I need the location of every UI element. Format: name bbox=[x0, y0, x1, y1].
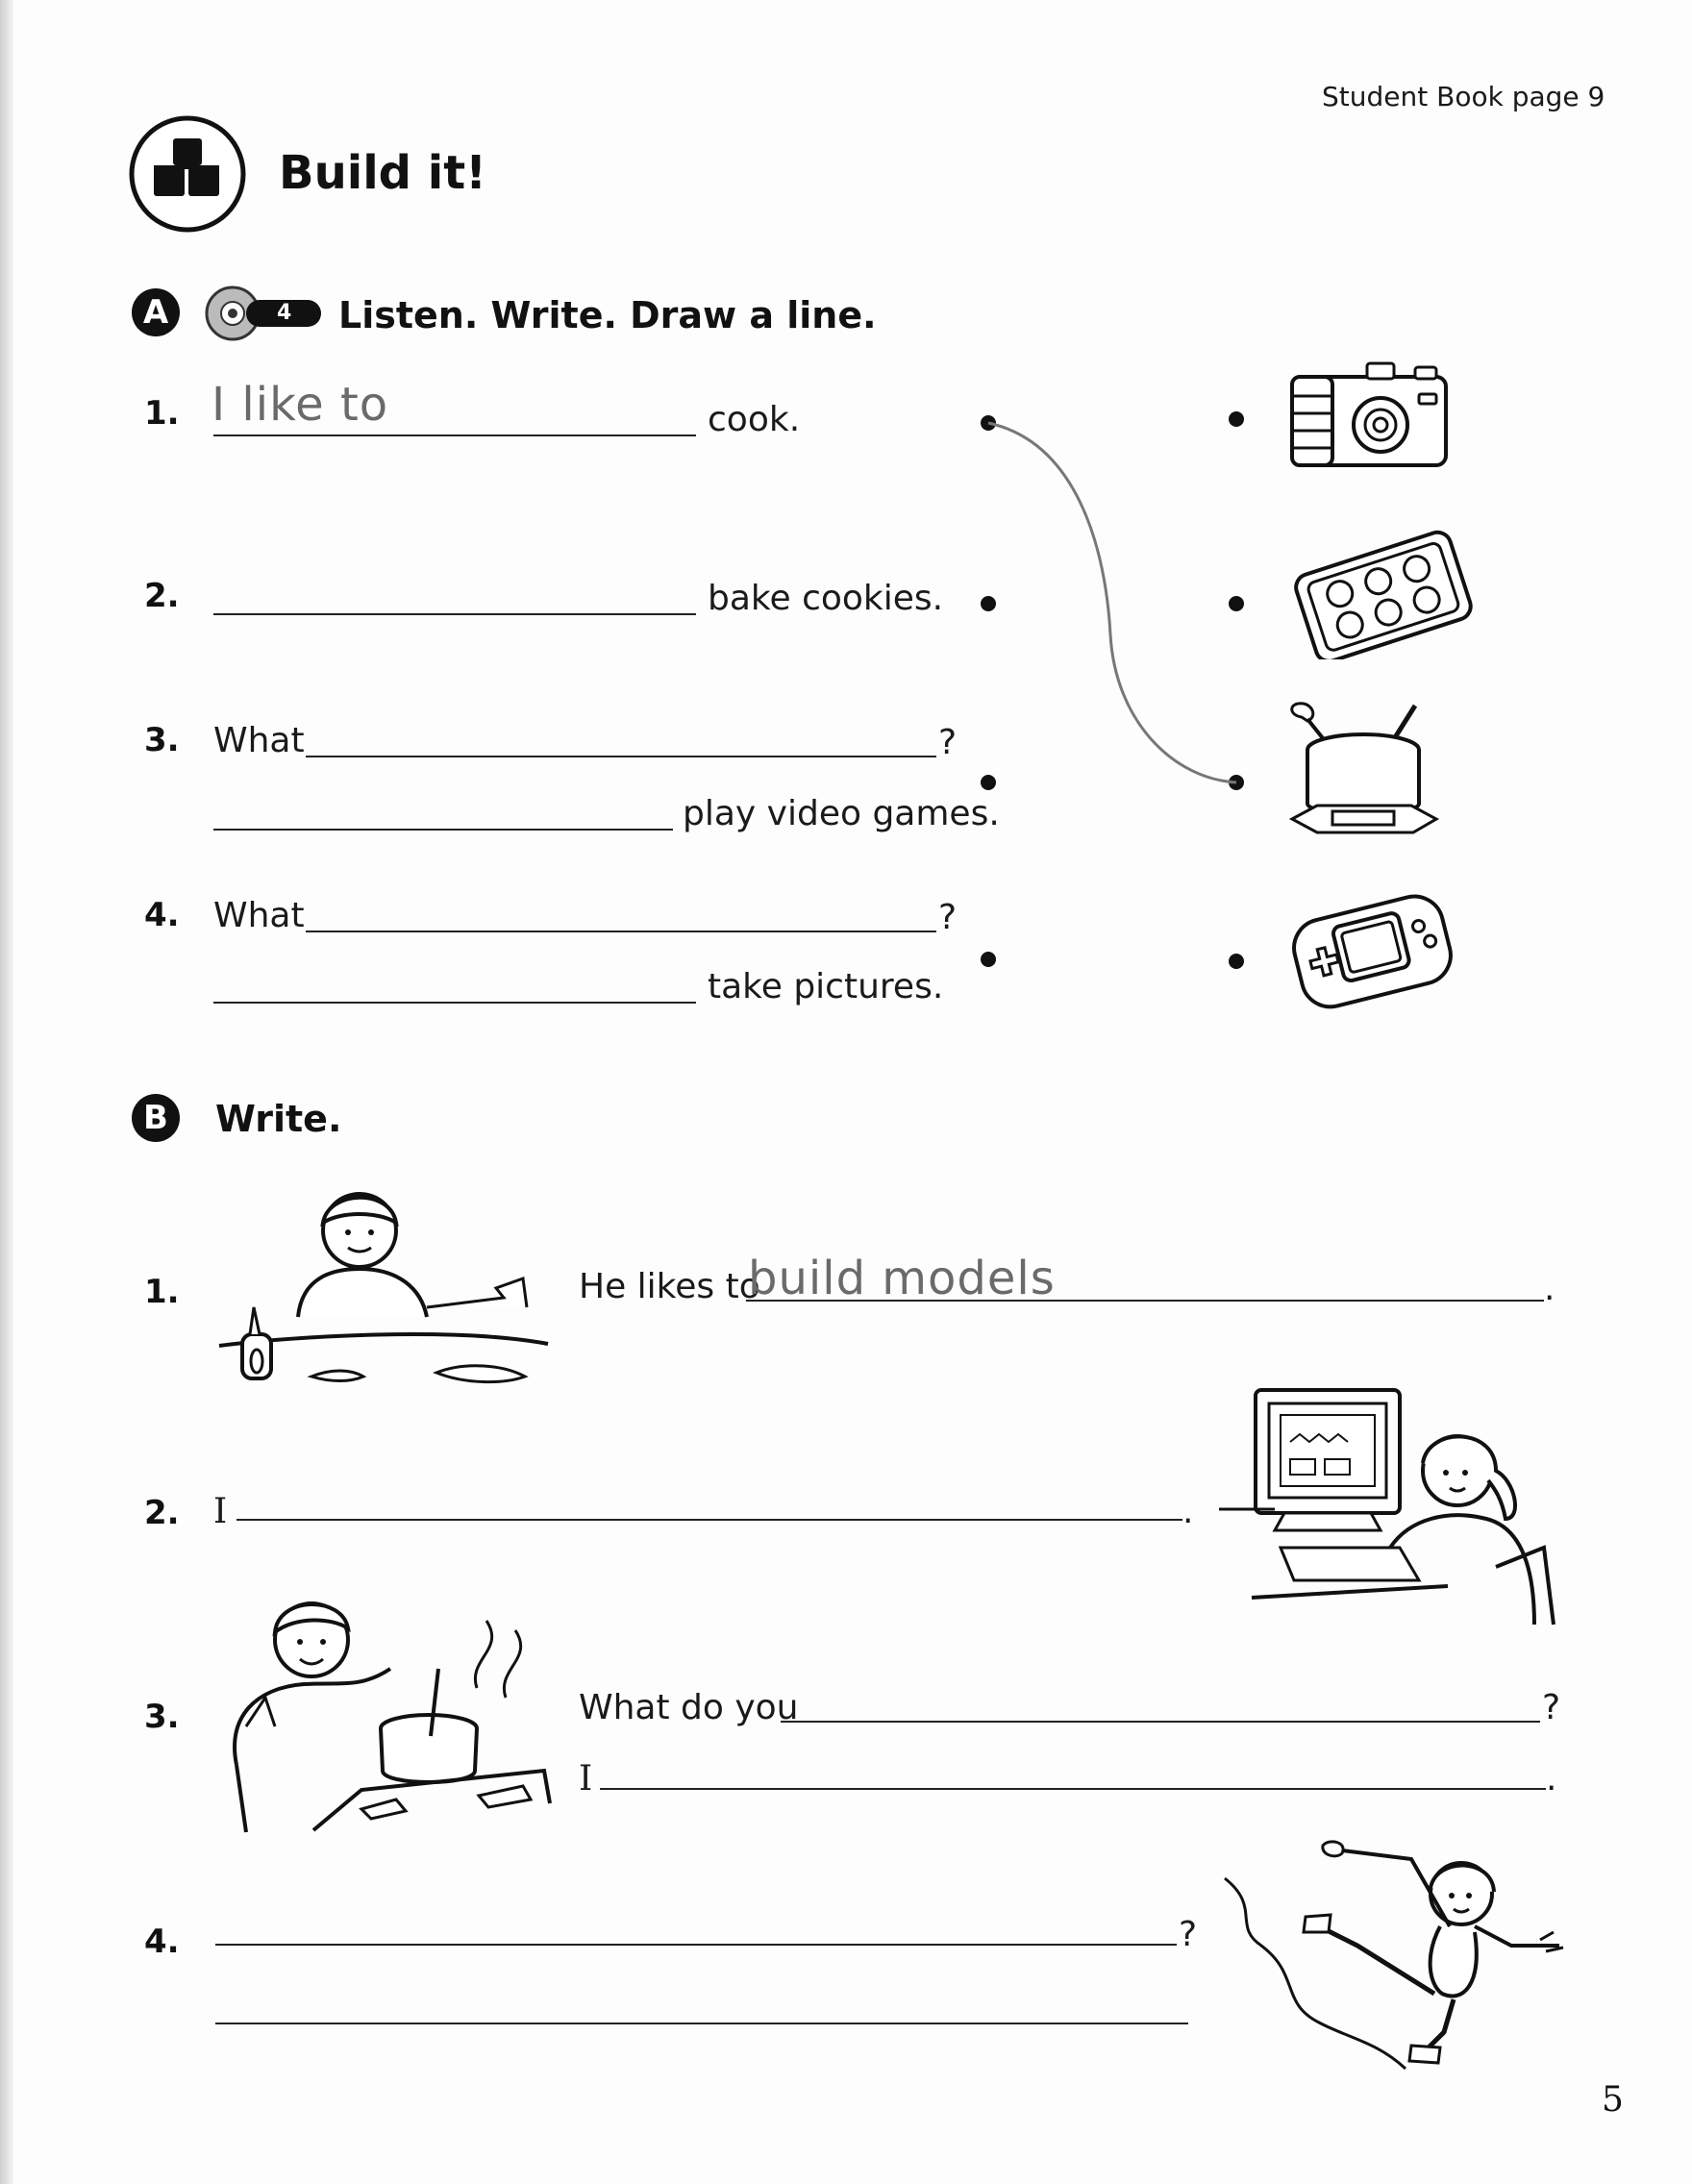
a-item-4-answer-blank[interactable] bbox=[213, 1002, 696, 1004]
a-item-4-q-mark: ? bbox=[938, 898, 958, 937]
b-item-3-end: . bbox=[1546, 1759, 1557, 1799]
girl-at-computer-icon bbox=[1217, 1384, 1563, 1628]
b-item-1-end: . bbox=[1544, 1269, 1555, 1308]
a-item-1-answer: I like to bbox=[212, 378, 389, 432]
a-item-4-question-blank[interactable] bbox=[306, 931, 936, 932]
a-item-2-blank[interactable] bbox=[213, 613, 696, 615]
right-dot-4[interactable] bbox=[1229, 954, 1244, 969]
student-book-reference: Student Book page 9 bbox=[1322, 81, 1605, 112]
b-item-1-number: 1. bbox=[144, 1273, 180, 1311]
a-item-3-question-blank[interactable] bbox=[306, 756, 936, 757]
b-item-3-lead: What do you bbox=[579, 1688, 799, 1727]
a-item-2-number: 2. bbox=[144, 577, 180, 615]
a-item-3-q-mark: ? bbox=[938, 723, 958, 762]
scan-edge-shadow bbox=[0, 0, 13, 2184]
a-item-1-blank[interactable] bbox=[213, 434, 696, 436]
section-a-instruction: Listen. Write. Draw a line. bbox=[338, 294, 877, 336]
b-item-4-number: 4. bbox=[144, 1923, 180, 1961]
b-item-4-answer-blank[interactable] bbox=[215, 2023, 1188, 2024]
cooking-pot-icon bbox=[1279, 698, 1448, 844]
girl-ice-skating-icon bbox=[1223, 1840, 1579, 2071]
a-item-4-number: 4. bbox=[144, 896, 180, 934]
section-a-badge: A bbox=[132, 288, 180, 336]
b-item-2-blank[interactable] bbox=[236, 1519, 1182, 1521]
b-item-1-blank[interactable] bbox=[746, 1300, 1544, 1302]
a-item-1-number: 1. bbox=[144, 394, 180, 433]
a-item-4-end: take pictures. bbox=[708, 967, 944, 1006]
boy-cooking-icon bbox=[217, 1582, 554, 1838]
a-item-2-end: bake cookies. bbox=[708, 579, 944, 618]
a-item-3-end: play video games. bbox=[683, 794, 1000, 833]
boy-building-model-icon bbox=[215, 1173, 552, 1403]
page-number: 5 bbox=[1602, 2080, 1624, 2120]
b-item-3-q-mark: ? bbox=[1542, 1688, 1561, 1727]
b-item-2-number: 2. bbox=[144, 1494, 180, 1532]
camera-icon bbox=[1288, 356, 1452, 473]
b-item-4-question-blank[interactable] bbox=[215, 1944, 1177, 1946]
b-item-2-end: . bbox=[1182, 1492, 1194, 1531]
a-item-3-answer-blank[interactable] bbox=[213, 829, 673, 831]
b-item-1-answer: build models bbox=[748, 1252, 1056, 1305]
b-item-3-answer-blank[interactable] bbox=[600, 1788, 1546, 1790]
video-game-icon bbox=[1288, 886, 1456, 1013]
b-item-3-question-blank[interactable] bbox=[781, 1721, 1540, 1723]
a-item-4-lead: What bbox=[213, 896, 305, 935]
track-number: 4 bbox=[277, 301, 292, 325]
section-b-badge: B bbox=[132, 1094, 180, 1142]
left-dot-4[interactable] bbox=[981, 952, 996, 967]
b-item-4-q-mark: ? bbox=[1179, 1915, 1198, 1954]
blocks-icon bbox=[127, 113, 248, 235]
b-item-2-lead: I bbox=[213, 1492, 228, 1531]
drawn-matching-line bbox=[961, 404, 1250, 798]
b-item-3-number: 3. bbox=[144, 1698, 180, 1736]
b-item-1-lead: He likes to bbox=[579, 1267, 760, 1306]
audio-cd-icon bbox=[204, 285, 323, 342]
page-title: Build it! bbox=[279, 146, 487, 200]
b-item-3-lead2: I bbox=[579, 1759, 593, 1799]
a-item-3-lead: What bbox=[213, 721, 305, 760]
section-b-instruction: Write. bbox=[215, 1098, 342, 1140]
cookie-tray-icon bbox=[1288, 529, 1477, 659]
a-item-3-number: 3. bbox=[144, 721, 180, 759]
a-item-1-end: cook. bbox=[708, 400, 801, 439]
